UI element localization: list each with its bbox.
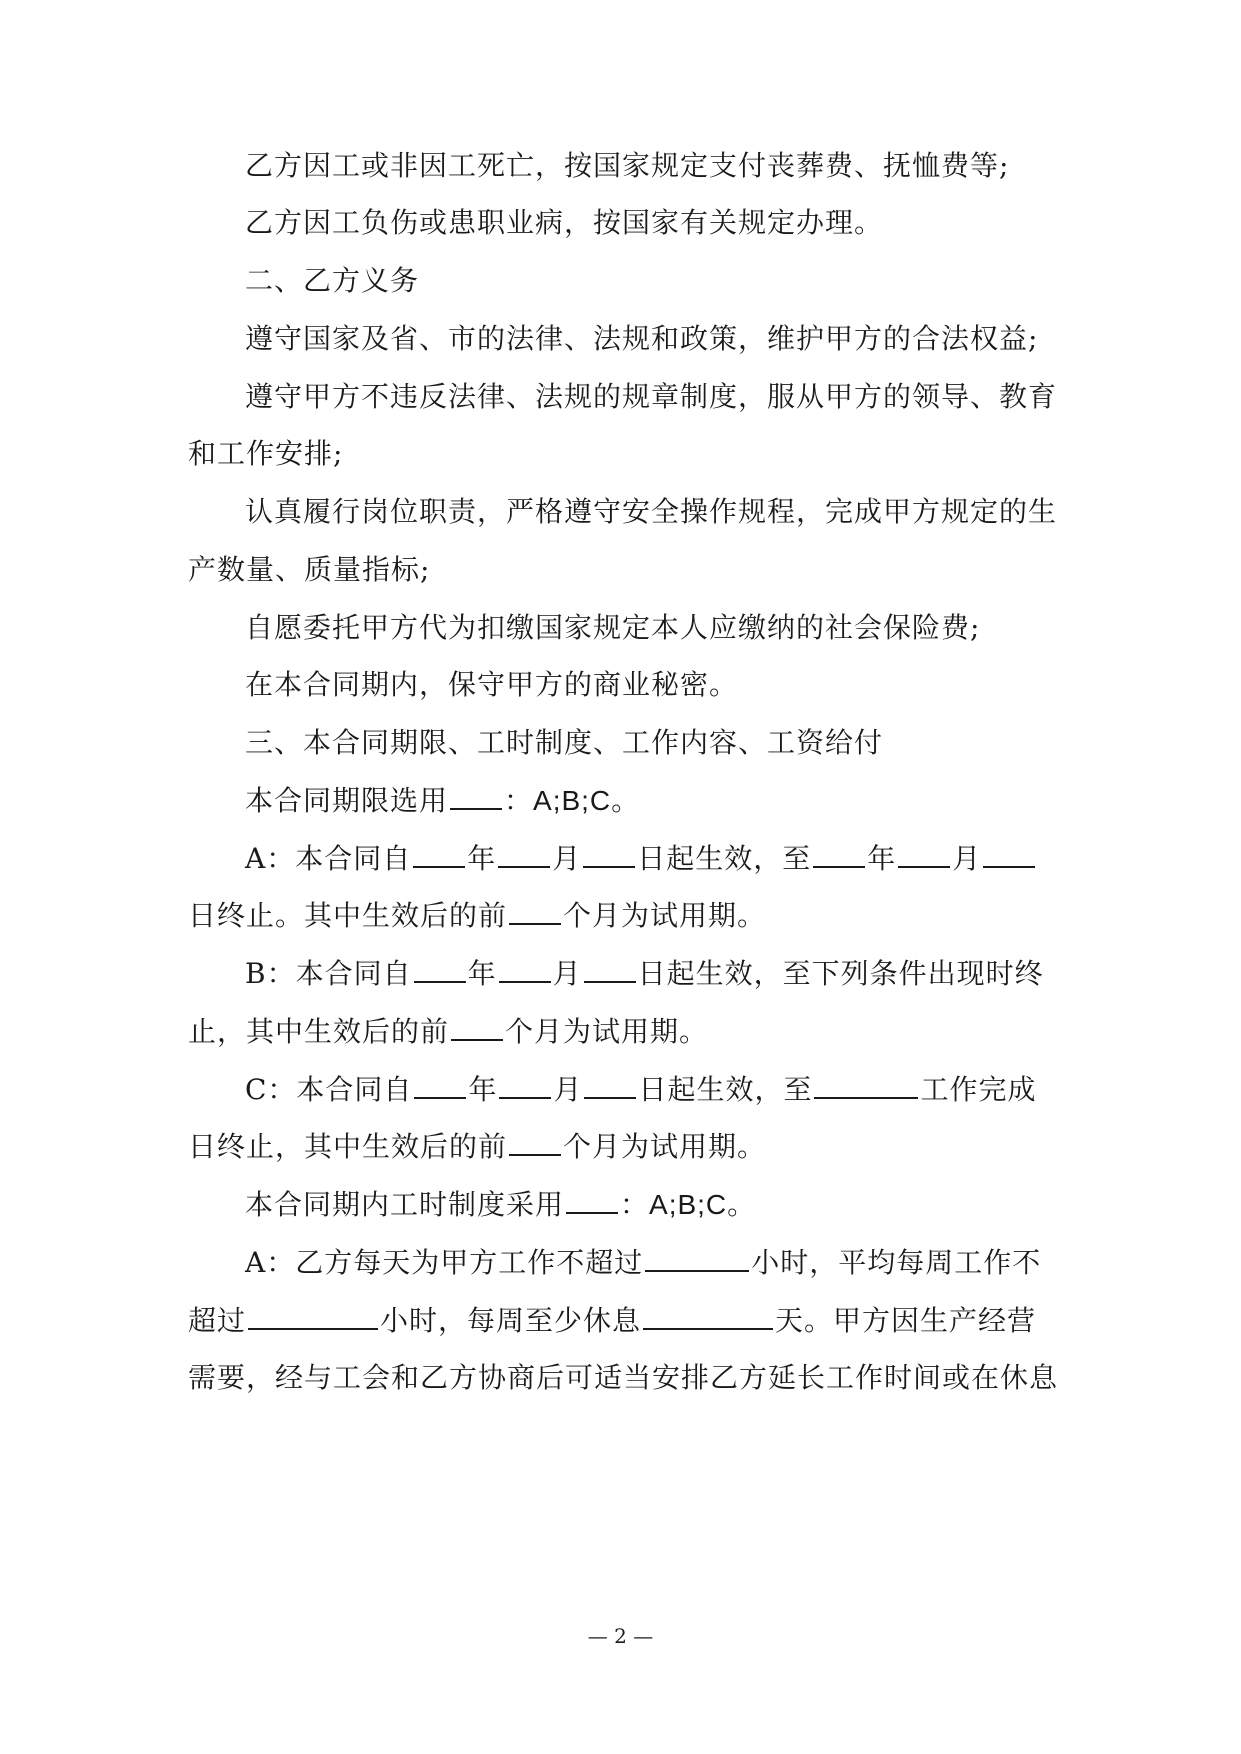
paragraph-continuation: 产数量、质量指标;: [188, 553, 431, 586]
blank-field: [451, 1013, 503, 1041]
blank-field: [414, 955, 466, 983]
blank-field: [509, 897, 561, 925]
paragraph: 遵守国家及省、市的法律、法规和政策，维护甲方的合法权益;: [245, 322, 1039, 355]
blank-field: [414, 1071, 466, 1099]
blank-field: [509, 1128, 561, 1156]
option-b-continuation: 止，其中生效后的前 个月为试用期。: [188, 1015, 709, 1048]
page-number: — 2 —: [587, 1624, 654, 1648]
blank-field: [983, 840, 1035, 868]
blank-field: [450, 782, 502, 810]
option-a-line: A：本合同自 年 月 日起生效，至 年 月: [245, 839, 1060, 879]
blank-field: [248, 1302, 378, 1330]
blank-field: [498, 840, 550, 868]
option-c-line: C：本合同自 年 月 日起生效，至 工作完成: [245, 1073, 1037, 1106]
paragraph: 遵守甲方不违反法律、法规的规章制度，服从甲方的领导、教育: [245, 380, 1058, 413]
paragraph: 自愿委托甲方代为扣缴国家规定本人应缴纳的社会保险费;: [245, 611, 981, 644]
blank-field: [645, 1244, 749, 1272]
option-a-continuation: 日终止。其中生效后的前 个月为试用期。: [188, 899, 767, 932]
option-c-continuation: 日终止，其中生效后的前 个月为试用期。: [188, 1130, 767, 1163]
hours-a-continuation: 需要，经与工会和乙方协商后可适当安排乙方延长工作时间或在休息: [188, 1361, 1059, 1394]
blank-field: [499, 1071, 551, 1099]
blank-field: [584, 1071, 636, 1099]
hours-a-line: A：乙方每天为甲方工作不超过 小时，平均每周工作不: [245, 1246, 1042, 1279]
paragraph: 在本合同期内，保守甲方的商业秘密。: [245, 668, 739, 701]
paragraph-continuation: 和工作安排;: [188, 437, 344, 470]
section-heading: 二、乙方义务: [245, 264, 420, 297]
blank-field: [813, 840, 865, 868]
option-b-line: B：本合同自 年 月 日起生效，至下列条件出现时终: [245, 957, 1044, 990]
term-choice-line: 本合同期限选用 ：A;B;C。: [245, 784, 641, 817]
blank-field: [643, 1302, 773, 1330]
section-heading: 三、本合同期限、工时制度、工作内容、工资给付: [245, 726, 884, 759]
paragraph: 乙方因工负伤或患职业病，按国家有关规定办理。: [245, 206, 884, 239]
blank-field: [898, 840, 950, 868]
blank-field: [814, 1071, 918, 1099]
blank-field: [566, 1186, 618, 1214]
blank-field: [413, 840, 465, 868]
blank-field: [583, 840, 635, 868]
hours-choice-line: 本合同期内工时制度采用 ：A;B;C。: [245, 1188, 757, 1221]
hours-a-continuation: 超过 小时，每周至少休息 天。甲方因生产经营: [188, 1304, 1037, 1337]
paragraph: 乙方因工或非因工死亡，按国家规定支付丧葬费、抚恤费等;: [245, 149, 1010, 182]
paragraph: 认真履行岗位职责，严格遵守安全操作规程，完成甲方规定的生: [245, 495, 1058, 528]
blank-field: [499, 955, 551, 983]
blank-field: [584, 955, 636, 983]
